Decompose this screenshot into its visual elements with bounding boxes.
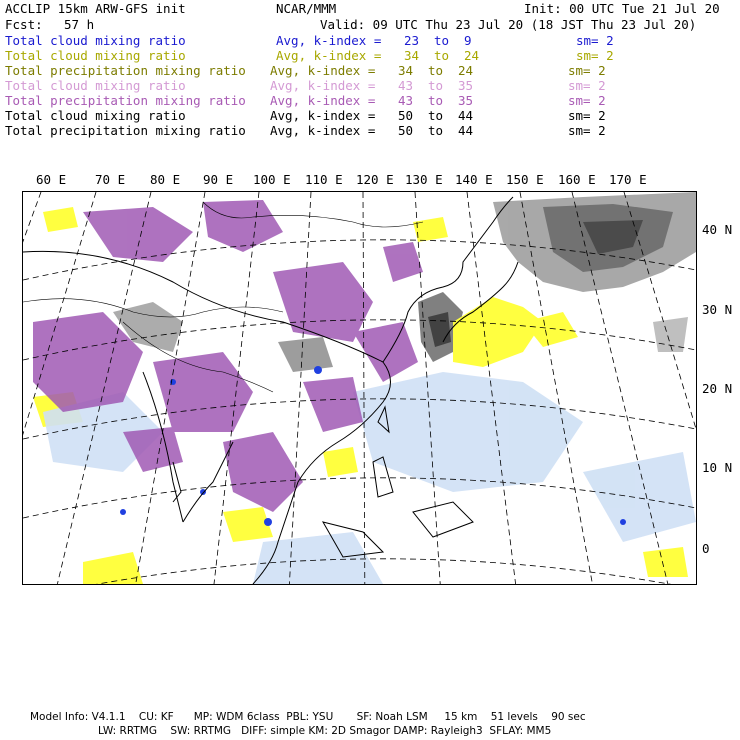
init-time: Init: 00 UTC Tue 21 Jul 20 (524, 1, 720, 16)
latitude-label: 10 N (702, 460, 733, 475)
field-to: to (428, 63, 444, 78)
field-avg-label: Avg, k-index = (270, 63, 376, 78)
longitude-line (23, 192, 41, 584)
longitude-label: 60 E (36, 172, 67, 187)
longitude-label: 140 E (455, 172, 493, 187)
map-panel (22, 191, 697, 585)
field-to: to (428, 108, 444, 123)
field-k-start: 43 (398, 78, 414, 93)
longitude-label: 150 E (506, 172, 544, 187)
longitude-label: 120 E (356, 172, 394, 187)
field-smoothing: sm= 2 (576, 33, 614, 48)
field-k-end: 35 (458, 78, 474, 93)
fcst-label: Fcst: (5, 17, 43, 32)
longitude-label: 160 E (558, 172, 596, 187)
longitude-label: 90 E (203, 172, 234, 187)
field-smoothing: sm= 2 (568, 108, 606, 123)
field-name: Total cloud mixing ratio (5, 108, 186, 123)
valid-time: Valid: 09 UTC Thu 23 Jul 20 (18 JST Thu 23 Jul 20) (320, 17, 697, 32)
longitude-line (363, 192, 365, 584)
field-k-end: 44 (458, 123, 474, 138)
physics-info: LW: RRTMG SW: RRTMG DIFF: simple KM: 2D Smagor DAMP: Rayleigh3 SFLAY: MM5 (98, 725, 552, 737)
latitude-label: 0 (702, 541, 710, 556)
field-name: Total cloud mixing ratio (5, 48, 186, 63)
longitude-label: 80 E (150, 172, 181, 187)
fcst-value: 57 h (64, 17, 95, 32)
field-smoothing: sm= 2 (568, 78, 606, 93)
field-smoothing: sm= 2 (568, 63, 606, 78)
model-title: ACCLIP 15km ARW-GFS init (5, 1, 186, 16)
longitude-label: 130 E (405, 172, 443, 187)
field-k-start: 50 (398, 108, 414, 123)
field-k-end: 24 (458, 63, 474, 78)
field-to: to (428, 123, 444, 138)
field-avg-label: Avg, k-index = (270, 123, 376, 138)
field-smoothing: sm= 2 (576, 48, 614, 63)
field-name: Total precipitation mixing ratio (5, 93, 246, 108)
field-k-start: 23 (404, 33, 420, 48)
model-info: Model Info: V4.1.1 CU: KF MP: WDM 6class PBL: YSU SF: Noah LSM 15 km 51 levels 90 sec (30, 711, 586, 723)
field-avg-label: Avg, k-index = (270, 78, 376, 93)
field-avg-label: Avg, k-index = (270, 108, 376, 123)
field-name: Total cloud mixing ratio (5, 33, 186, 48)
longitude-label: 110 E (305, 172, 343, 187)
field-k-end: 24 (464, 48, 480, 63)
field-k-start: 43 (398, 93, 414, 108)
field-k-end: 35 (458, 93, 474, 108)
field-k-start: 34 (404, 48, 420, 63)
center-label: NCAR/MMM (276, 1, 337, 16)
longitude-label: 70 E (95, 172, 126, 187)
longitude-label: 100 E (253, 172, 291, 187)
field-smoothing: sm= 2 (568, 93, 606, 108)
map-canvas (23, 192, 696, 584)
field-avg-label: Avg, k-index = (276, 48, 382, 63)
field-to: to (428, 78, 444, 93)
field-avg-label: Avg, k-index = (270, 93, 376, 108)
field-name: Total cloud mixing ratio (5, 78, 186, 93)
latitude-label: 20 N (702, 381, 733, 396)
field-k-start: 34 (398, 63, 414, 78)
field-name: Total precipitation mixing ratio (5, 123, 246, 138)
latitude-label: 30 N (702, 302, 733, 317)
longitude-label: 170 E (609, 172, 647, 187)
field-k-end: 9 (464, 33, 472, 48)
field-to: to (434, 33, 450, 48)
field-smoothing: sm= 2 (568, 123, 606, 138)
field-k-start: 50 (398, 123, 414, 138)
field-to: to (428, 93, 444, 108)
field-name: Total precipitation mixing ratio (5, 63, 246, 78)
latitude-label: 40 N (702, 222, 733, 237)
field-to: to (434, 48, 450, 63)
field-k-end: 44 (458, 108, 474, 123)
field-avg-label: Avg, k-index = (276, 33, 382, 48)
